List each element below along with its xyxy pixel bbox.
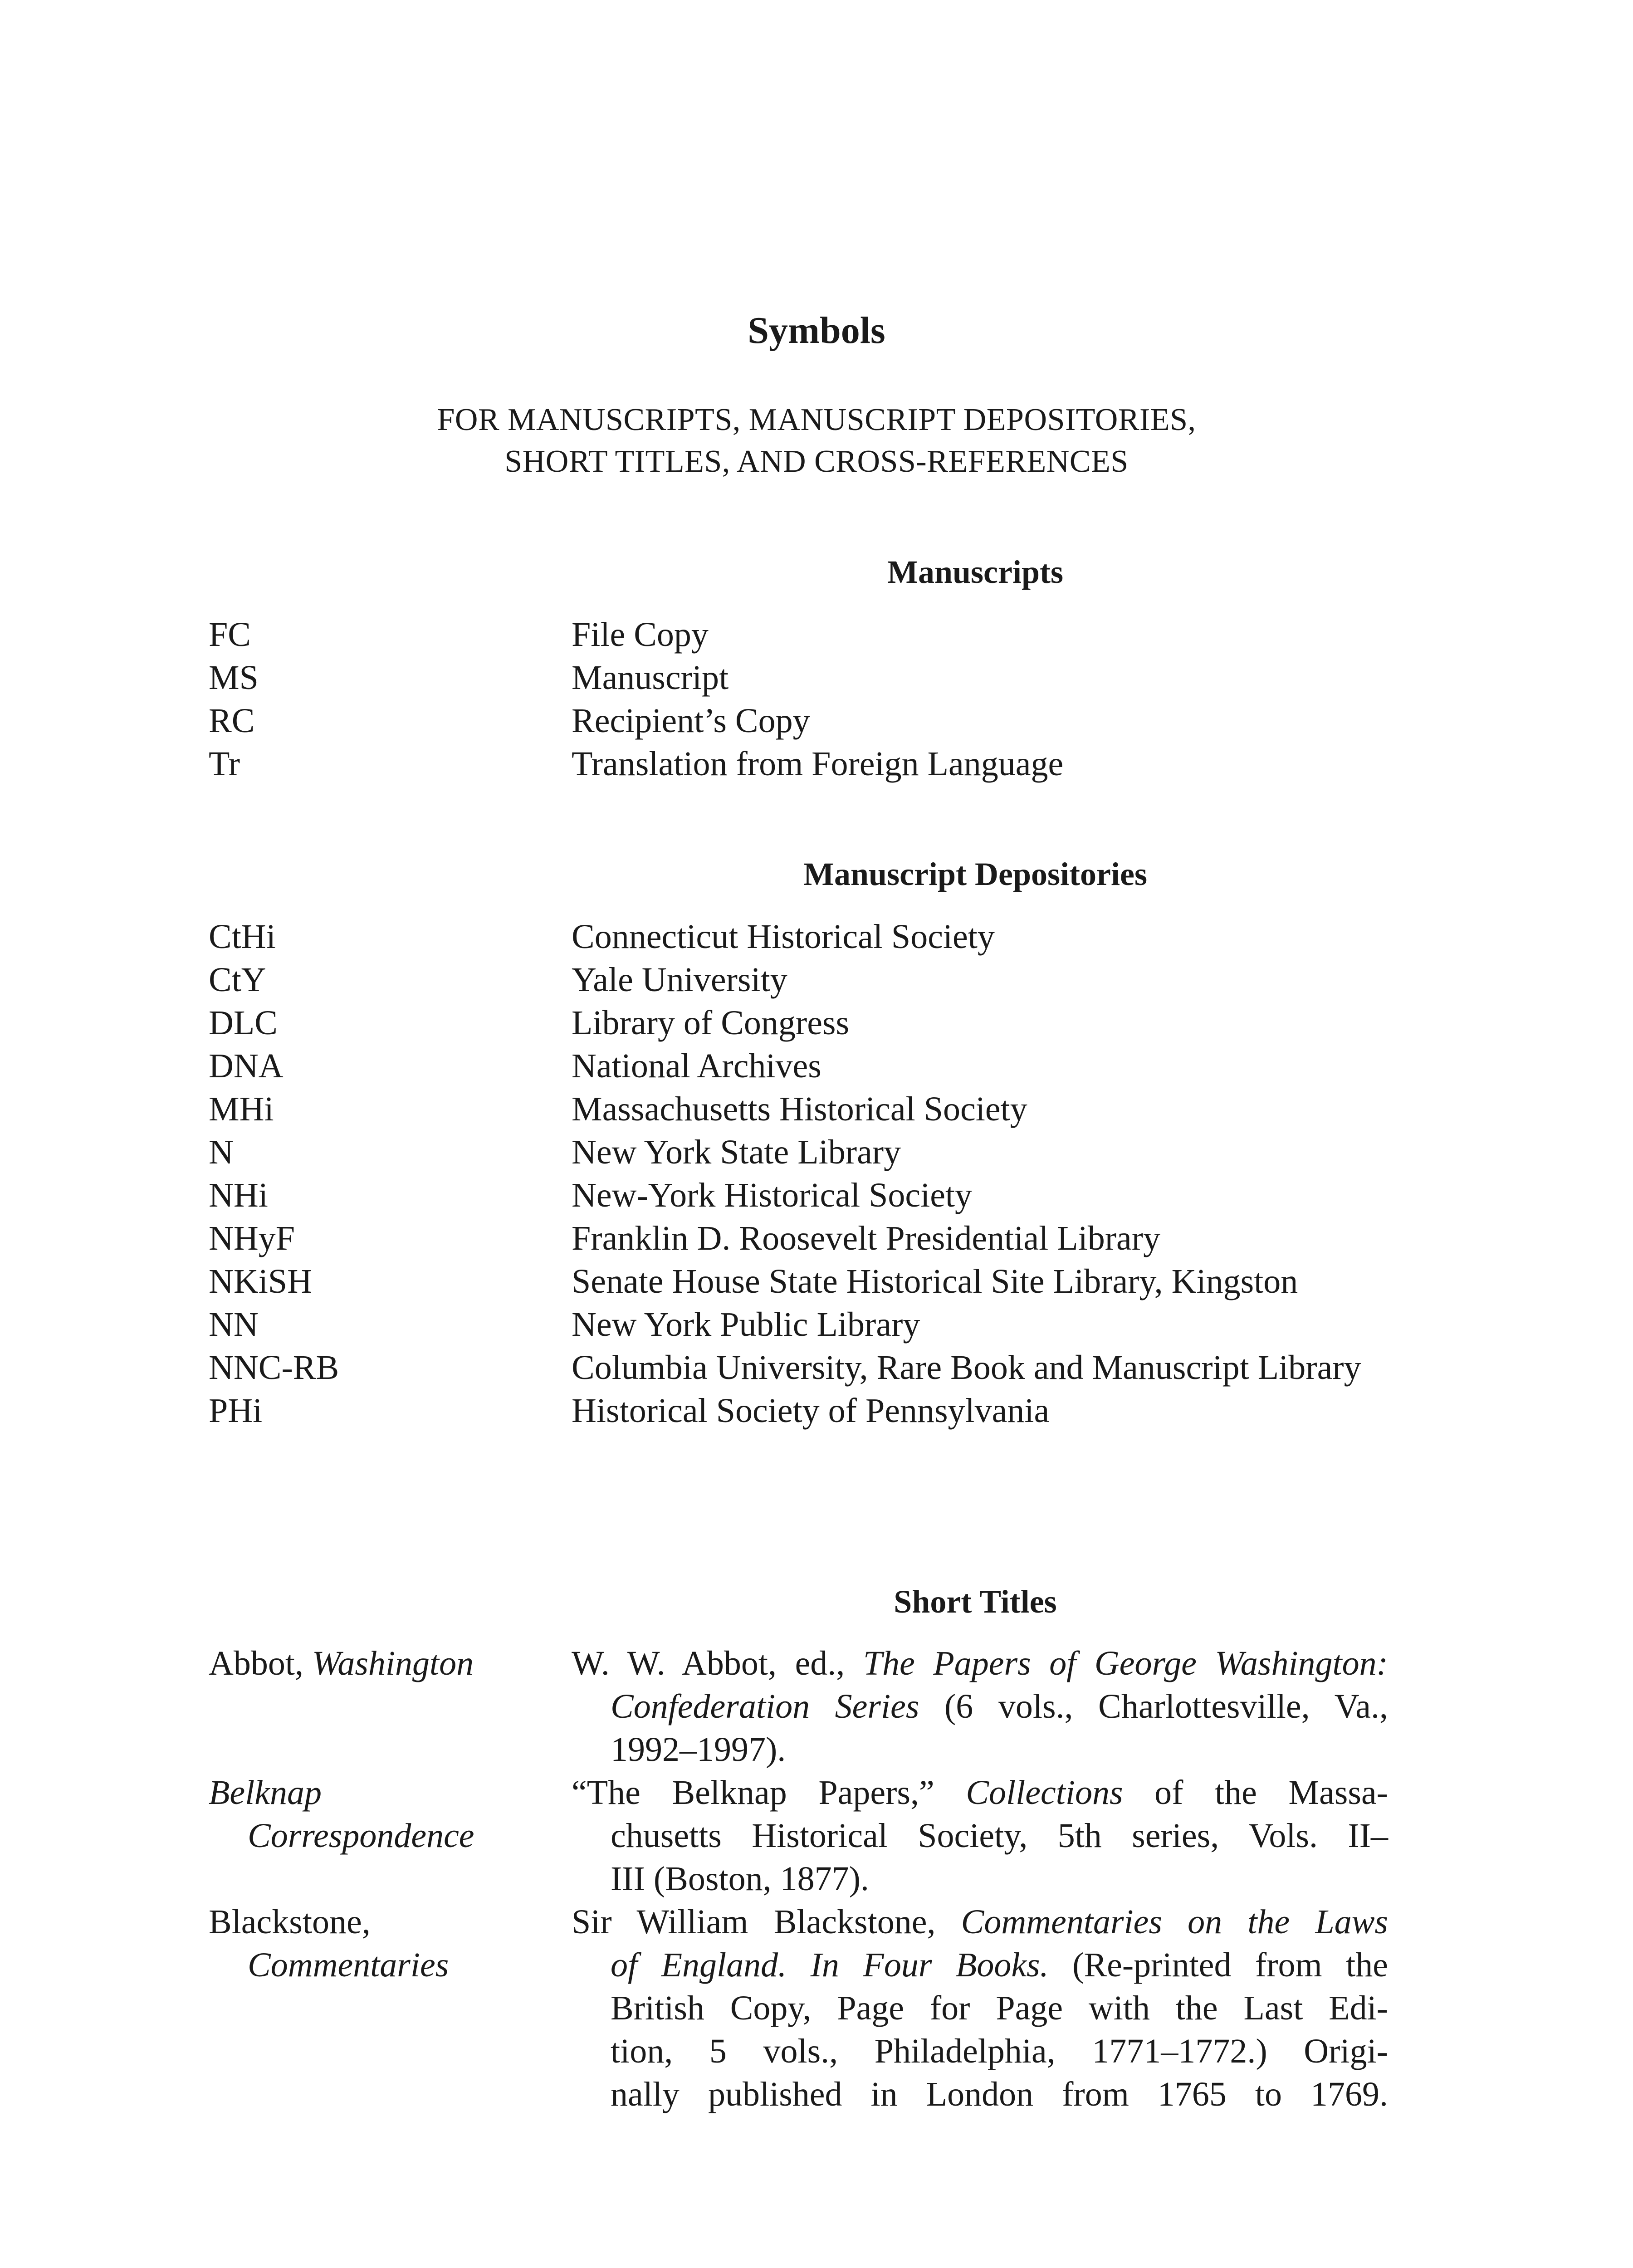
manuscript-entry bbox=[209, 699, 1388, 743]
page-title: Symbols bbox=[748, 309, 885, 352]
entry-description bbox=[572, 1901, 1388, 2116]
entry-abbreviation bbox=[209, 1642, 572, 1685]
entry-abbreviation: NHi bbox=[209, 1176, 268, 1214]
entry-abbreviation: RC bbox=[209, 702, 255, 740]
abbr-line-2: Correspondence bbox=[248, 1817, 474, 1855]
entry-description: Columbia University, Rare Book and Manuscript Library bbox=[572, 1349, 1361, 1387]
text-run: W. W. Abbot, ed., bbox=[572, 1644, 863, 1682]
depository-entry bbox=[209, 915, 1388, 958]
subtitle-line-2: SHORT TITLES, AND CROSS-REFERENCES bbox=[504, 444, 1129, 479]
manuscript-entry bbox=[209, 613, 1388, 656]
depository-entry bbox=[209, 1045, 1388, 1088]
text-run: (Re-printed from the bbox=[1048, 1946, 1388, 1984]
depository-entry bbox=[209, 958, 1388, 1002]
short-title-entry bbox=[209, 1771, 1388, 1901]
depositories-list bbox=[209, 915, 1388, 1432]
entry-abbreviation bbox=[209, 1771, 572, 1857]
entry-abbreviation: NHyF bbox=[209, 1219, 295, 1257]
entry-abbreviation: CtY bbox=[209, 961, 266, 999]
abbr-line-1: Belknap bbox=[209, 1774, 322, 1812]
entry-description bbox=[572, 1771, 1388, 1901]
depository-entry bbox=[209, 1389, 1388, 1432]
italic-run: The Papers of George Washington: bbox=[863, 1644, 1388, 1682]
short-titles-list bbox=[209, 1642, 1388, 2116]
abbr-line-2: Commentaries bbox=[248, 1946, 449, 1984]
entry-description bbox=[572, 1642, 1388, 1771]
description-line: nally published in London from 1765 to 1769. bbox=[611, 2075, 1388, 2113]
italic-run: Commentaries on the Laws bbox=[961, 1903, 1388, 1941]
description-line: III (Boston, 1877). bbox=[611, 1860, 869, 1898]
description-line bbox=[572, 1685, 1388, 1728]
manuscripts-heading: Manuscripts bbox=[887, 554, 1064, 590]
abbr-author: Abbot, bbox=[209, 1644, 312, 1682]
depositories-heading: Manuscript Depositories bbox=[803, 856, 1147, 892]
entry-abbreviation: FC bbox=[209, 616, 251, 654]
entry-abbreviation bbox=[209, 1901, 572, 1987]
description-line: 1992–1997). bbox=[611, 1730, 786, 1769]
depository-entry bbox=[209, 1217, 1388, 1260]
text-run: Sir William Blackstone, bbox=[572, 1903, 961, 1941]
short-title-entry bbox=[209, 1642, 1388, 1771]
italic-run: Confederation Series bbox=[611, 1687, 919, 1725]
entry-description: New York State Library bbox=[572, 1133, 901, 1171]
depository-entry bbox=[209, 1260, 1388, 1303]
description-line bbox=[572, 1944, 1388, 1987]
description-line bbox=[572, 1642, 1388, 1685]
abbr-line-1: Blackstone, bbox=[209, 1903, 371, 1941]
depository-entry bbox=[209, 1088, 1388, 1131]
description-line: British Copy, Page for Page with the Last Edi- bbox=[611, 1989, 1388, 2027]
italic-run: Collections bbox=[966, 1774, 1123, 1812]
entry-abbreviation: NN bbox=[209, 1305, 259, 1344]
entry-description: Connecticut Historical Society bbox=[572, 918, 995, 956]
entry-abbreviation: MS bbox=[209, 659, 259, 697]
entry-description: New York Public Library bbox=[572, 1305, 920, 1344]
manuscript-entry bbox=[209, 743, 1388, 786]
entry-abbreviation: MHi bbox=[209, 1090, 274, 1128]
entry-description: Manuscript bbox=[572, 659, 729, 697]
manuscripts-list bbox=[209, 613, 1388, 786]
depository-entry bbox=[209, 1303, 1388, 1346]
short-title-entry bbox=[209, 1901, 1388, 2116]
entry-description: Massachusetts Historical Society bbox=[572, 1090, 1027, 1128]
entry-description: Franklin D. Roosevelt Presidential Library bbox=[572, 1219, 1161, 1257]
page-subtitle bbox=[0, 399, 1633, 483]
subtitle-line-1: FOR MANUSCRIPTS, MANUSCRIPT DEPOSITORIES, bbox=[437, 402, 1196, 437]
description-line: chusetts Historical Society, 5th series, Vols. II– bbox=[611, 1817, 1388, 1855]
description-line: tion, 5 vols., Philadelphia, 1771–1772.) Origi- bbox=[611, 2032, 1388, 2070]
entry-abbreviation: CtHi bbox=[209, 918, 276, 956]
entry-description: File Copy bbox=[572, 616, 709, 654]
text-run: “The Belknap Papers,” bbox=[572, 1774, 966, 1812]
depository-entry bbox=[209, 1174, 1388, 1217]
text-run: (6 vols., Charlottesville, Va., bbox=[919, 1687, 1388, 1725]
entry-abbreviation: DLC bbox=[209, 1004, 278, 1042]
manuscript-entry bbox=[209, 656, 1388, 699]
description-line bbox=[572, 1771, 1388, 1814]
entry-description: Recipient’s Copy bbox=[572, 702, 810, 740]
entry-description: New-York Historical Society bbox=[572, 1176, 973, 1214]
entry-abbreviation: NKiSH bbox=[209, 1262, 313, 1300]
depository-entry bbox=[209, 1131, 1388, 1174]
entry-description: Yale University bbox=[572, 961, 787, 999]
entry-abbreviation: N bbox=[209, 1133, 234, 1171]
short-titles-heading: Short Titles bbox=[894, 1584, 1057, 1620]
text-run: of the Massa- bbox=[1123, 1774, 1388, 1812]
entry-description: National Archives bbox=[572, 1047, 821, 1085]
entry-description: Senate House State Historical Site Library, Kingston bbox=[572, 1262, 1298, 1300]
entry-description: Library of Congress bbox=[572, 1004, 850, 1042]
abbr-title: Washington bbox=[312, 1644, 474, 1682]
entry-description: Historical Society of Pennsylvania bbox=[572, 1392, 1050, 1430]
entry-description: Translation from Foreign Language bbox=[572, 745, 1064, 783]
entry-abbreviation: NNC-RB bbox=[209, 1349, 339, 1387]
description-line bbox=[572, 1901, 1388, 1944]
entry-abbreviation: DNA bbox=[209, 1047, 284, 1085]
depository-entry bbox=[209, 1346, 1388, 1389]
depository-entry bbox=[209, 1002, 1388, 1045]
entry-abbreviation: Tr bbox=[209, 745, 240, 783]
italic-run: of England. In Four Books. bbox=[611, 1946, 1049, 1984]
entry-abbreviation: PHi bbox=[209, 1392, 263, 1430]
